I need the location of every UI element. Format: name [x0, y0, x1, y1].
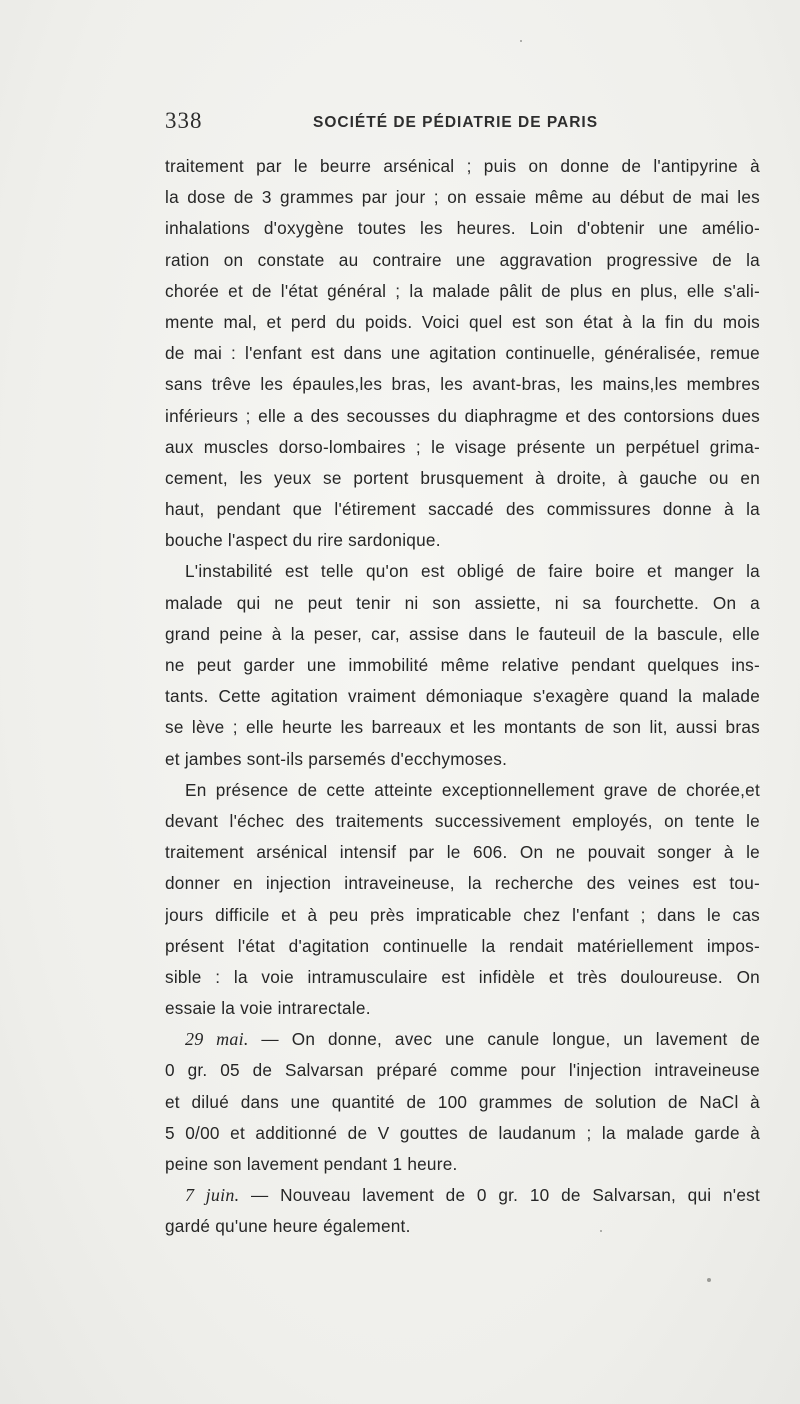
- text-line: chorée et de l'état général ; la malade pâlit de plus en plus, elle s'ali-: [165, 280, 760, 301]
- entry-date: 7 juin.: [185, 1185, 240, 1206]
- paragraph-5: [165, 1180, 760, 1242]
- text-line: L'instabilité est telle qu'on est obligé de faire boire et manger la: [185, 561, 760, 582]
- paper-speck: [600, 1230, 602, 1232]
- text-line: cement, les yeux se portent brusquement à droite, à gauche ou en: [165, 467, 760, 488]
- text-line: ne peut garder une immobilité même relative pendant quelques ins-: [165, 655, 760, 675]
- running-head: SOCIÉTÉ DE PÉDIATRIE DE PARIS: [313, 114, 599, 131]
- text-line: traitement arsénical intensif par le 606. On ne pouvait songer à le: [165, 842, 760, 863]
- page-number: 338: [165, 108, 203, 133]
- text-line: et dilué dans une quantité de 100 grammes de solution de NaCl à: [165, 1091, 760, 1112]
- text-line: peine son lavement pendant 1 heure.: [165, 1154, 458, 1174]
- text-line: de mai : l'enfant est dans une agitation continuelle, généralisée, remue: [165, 343, 760, 364]
- entry-date: 29 mai.: [185, 1029, 249, 1050]
- text-line: 5 0/00 et additionné de V gouttes de laudanum ; la malade garde à: [165, 1122, 760, 1143]
- paragraph-1: [165, 151, 760, 556]
- text-line: présent l'état d'agitation continuelle la rendait matériellement impos-: [165, 935, 760, 956]
- text-span: — Nouveau lavement de 0 gr. 10 de Salvarsan, qui n'est: [239, 1185, 760, 1206]
- text-line: donner en injection intraveineuse, la recherche des veines est tou-: [165, 873, 760, 894]
- text-line: inhalations d'oxygène toutes les heures. Loin d'obtenir une amélio-: [165, 218, 760, 239]
- text-span: — On donne, avec une canule longue, un lavement de: [248, 1029, 760, 1050]
- text-line: inférieurs ; elle a des secousses du diaphragme et des contorsions dues: [165, 405, 760, 426]
- text-line: se lève ; elle heurte les barreaux et les montants de son lit, aussi bras: [165, 717, 760, 738]
- text-line: tants. Cette agitation vraiment démoniaque s'exagère quand la malade: [165, 686, 760, 707]
- text-line: ration on constate au contraire une aggravation progressive de la: [165, 249, 760, 270]
- text-line: haut, pendant que l'étirement saccadé des commissures donne à la: [165, 499, 760, 520]
- text-line: devant l'échec des traitements successivement employés, on tente le: [165, 810, 760, 831]
- text-line: sans trêve les épaules,les bras, les avant-bras, les mains,les membres: [165, 374, 760, 395]
- text-line: et jambes sont-ils parsemés d'ecchymoses.: [165, 748, 508, 769]
- text-line: mente mal, et perd du poids. Voici quel est son état à la fin du mois: [165, 311, 760, 332]
- paragraph-4: [165, 1024, 760, 1180]
- body-text: [165, 151, 760, 1243]
- text-line: [165, 1024, 760, 1055]
- text-line: malade qui ne peut tenir ni son assiette, ni sa fourchette. On a: [165, 592, 760, 613]
- text-line: bouche l'aspect du rire sardonique.: [165, 530, 441, 551]
- text-line: la dose de 3 grammes par jour ; on essaie même au début de mai les: [165, 187, 760, 208]
- text-line: grand peine à la peser, car, assise dans le fauteuil de la bascule, elle: [165, 623, 760, 644]
- paper-speck: [520, 40, 522, 42]
- text-line: essaie la voie intrarectale.: [165, 998, 371, 1019]
- text-line: jours difficile et à peu près impraticable chez l'enfant ; dans le cas: [165, 904, 760, 925]
- paragraph-2: [165, 556, 760, 774]
- paragraph-3: [165, 775, 760, 1025]
- text-line: aux muscles dorso-lombaires ; le visage présente un perpétuel grima-: [165, 436, 760, 457]
- text-line: sible : la voie intramusculaire est infidèle et très douloureuse. On: [165, 966, 760, 987]
- page-header: [165, 108, 625, 142]
- paper-speck: [707, 1278, 711, 1282]
- text-line: traitement par le beurre arsénical ; puis on donne de l'antipyrine à: [165, 156, 760, 176]
- text-line: [165, 1180, 760, 1211]
- text-line: En présence de cette atteinte exceptionnellement grave de chorée,et: [185, 779, 760, 800]
- text-line: gardé qu'une heure également.: [165, 1216, 411, 1237]
- text-line: 0 gr. 05 de Salvarsan préparé comme pour l'injection intraveineuse: [165, 1060, 760, 1081]
